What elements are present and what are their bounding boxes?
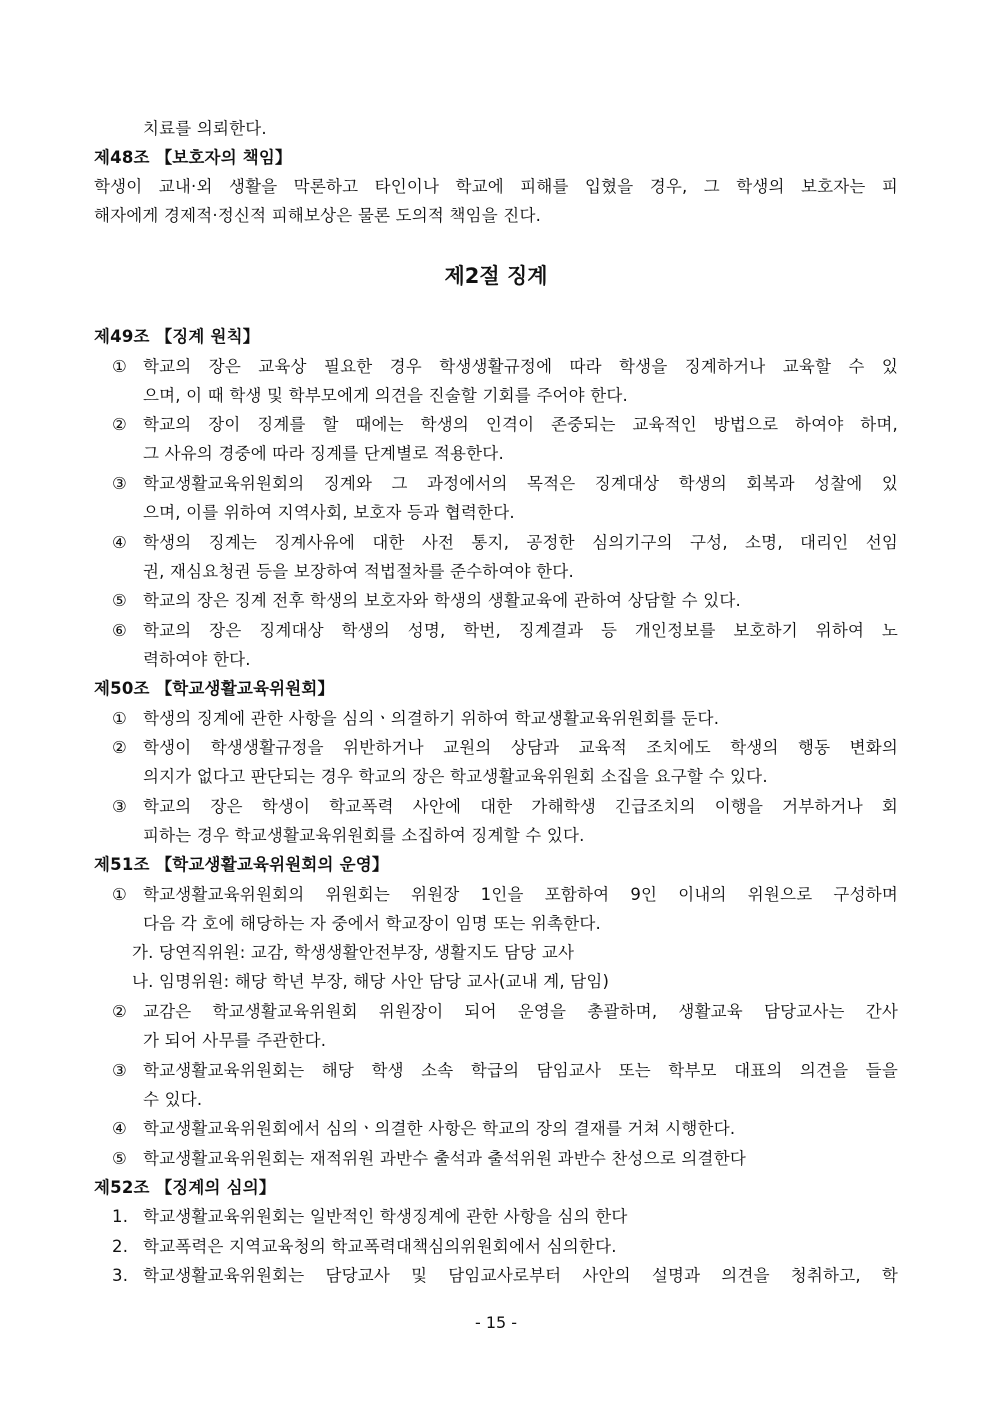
item-text-line: 다음 각 호에 해당하는 자 중에서 학교장이 임명 또는 위촉한다. [143, 914, 601, 933]
item-number: ② [112, 1002, 127, 1021]
item-text-line: 학생이 학생생활규정을 위반하거나 교원의 상담과 교육적 조치에도 학생의 행동 변화의 [143, 738, 898, 757]
item-number: ⑤ [112, 591, 127, 610]
item-number: ③ [112, 474, 127, 493]
article-51-heading: 제51조 【학교생활교육위원회의 운영】 [94, 855, 389, 874]
item-text-line: 학생의 징계는 징계사유에 대한 사전 통지, 공정한 심의기구의 구성, 소명, 대리인 선임 [143, 533, 898, 552]
item-text-line: 학교생활교육위원회는 재적위원 과반수 출석과 출석위원 과반수 찬성으로 의결한다 [143, 1149, 746, 1168]
item-text-line: 학교생활교육위원회의 위원회는 위원장 1인을 포함하여 9인 이내의 위원으로 구성하며 [143, 885, 898, 904]
item-number: 1. [112, 1207, 129, 1226]
item-text-line: 학교폭력은 지역교육청의 학교폭력대책심의위원회에서 심의한다. [143, 1237, 617, 1256]
page-number: - 15 - [474, 1313, 518, 1332]
item-number: ② [112, 415, 127, 434]
item-text-line: 으며, 이 때 학생 및 학부모에게 의견을 진술할 기회를 주어야 한다. [143, 386, 628, 405]
item-text-line: 력하여야 한다. [143, 650, 251, 669]
item-text-line: 으며, 이를 위하여 지역사회, 보호자 등과 협력한다. [143, 503, 515, 522]
item-number: 2. [112, 1237, 129, 1256]
item-number: ① [112, 357, 127, 376]
article-51-sub-item-ga: 가. 당연직위원: 교감, 학생생활안전부장, 생활지도 담당 교사 [132, 943, 575, 962]
item-text-line: 수 있다. [143, 1090, 203, 1109]
article-52-heading: 제52조 【징계의 심의】 [94, 1178, 276, 1197]
item-text-line: 학생의 징계에 관한 사항을 심의ㆍ의결하기 위하여 학교생활교육위원회를 둔다. [143, 709, 720, 728]
item-text-line: 학교의 장은 교육상 필요한 경우 학생생활규정에 따라 학생을 징계하거나 교육할 수 있 [143, 357, 898, 376]
item-number: ⑥ [112, 621, 127, 640]
item-text-line: 학교생활교육위원회는 담당교사 및 담임교사로부터 사안의 설명과 의견을 청취하고, 학 [143, 1266, 898, 1285]
item-number: ① [112, 709, 127, 728]
item-text-line: 권, 재심요청권 등을 보장하여 적법절차를 준수하여야 한다. [143, 562, 574, 581]
item-number: ④ [112, 533, 127, 552]
item-number: ③ [112, 1061, 127, 1080]
item-text-line: 교감은 학교생활교육위원회 위원장이 되어 운영을 총괄하며, 생활교육 담당교사는 간사 [143, 1002, 898, 1021]
item-text-line: 학교생활교육위원회의 징계와 그 과정에서의 목적은 징계대상 학생의 회복과 성찰에 있 [143, 474, 898, 493]
carry-over-line: 치료를 의뢰한다. [143, 119, 267, 138]
item-text-line: 학교의 장은 학생이 학교폭력 사안에 대한 가해학생 긴급조치의 이행을 거부하거나 회 [143, 797, 898, 816]
item-text-line: 그 사유의 경중에 따라 징계를 단계별로 적용한다. [143, 444, 504, 463]
section-title: 제2절 징계 [444, 264, 548, 288]
article-48-line-2: 해자에게 경제적·정신적 피해보상은 물론 도의적 책임을 진다. [94, 206, 542, 225]
item-number: ③ [112, 797, 127, 816]
item-text-line: 가 되어 사무를 주관한다. [143, 1031, 327, 1050]
item-text-line: 학교생활교육위원회에서 심의ㆍ의결한 사항은 학교의 장의 결재를 거쳐 시행한다. [143, 1119, 736, 1138]
item-text-line: 학교의 장이 징계를 할 때에는 학생의 인격이 존중되는 교육적인 방법으로 하여야 하며, [143, 415, 898, 434]
item-number: ④ [112, 1119, 127, 1138]
item-text-line: 의지가 없다고 판단되는 경우 학교의 장은 학교생활교육위원회 소집을 요구할 수 있다. [143, 767, 768, 786]
item-number: ② [112, 738, 127, 757]
item-text-line: 학교생활교육위원회는 해당 학생 소속 학급의 담임교사 또는 학부모 대표의 의견을 들을 [143, 1061, 898, 1080]
article-48-heading: 제48조 【보호자의 책임】 [94, 148, 292, 167]
article-48-line-1: 학생이 교내·외 생활을 막론하고 타인이나 학교에 피해를 입혔을 경우, 그 학생의 보호자는 피 [94, 177, 898, 196]
item-number: 3. [112, 1266, 129, 1285]
item-text-line: 피하는 경우 학교생활교육위원회를 소집하여 징계할 수 있다. [143, 826, 585, 845]
item-text-line: 학교생활교육위원회는 일반적인 학생징계에 관한 사항을 심의 한다 [143, 1207, 628, 1226]
item-number: ① [112, 885, 127, 904]
item-text-line: 학교의 장은 징계대상 학생의 성명, 학번, 징계결과 등 개인정보를 보호하기 위하여 노 [143, 621, 898, 640]
item-number: ⑤ [112, 1149, 127, 1168]
article-51-sub-item-na: 나. 임명위원: 해당 학년 부장, 해당 사안 담당 교사(교내 계, 담임) [132, 972, 610, 991]
article-50-heading: 제50조 【학교생활교육위원회】 [94, 679, 335, 698]
item-text-line: 학교의 장은 징계 전후 학생의 보호자와 학생의 생활교육에 관하여 상담할 수 있다. [143, 591, 741, 610]
article-49-heading: 제49조 【징계 원칙】 [94, 327, 260, 346]
